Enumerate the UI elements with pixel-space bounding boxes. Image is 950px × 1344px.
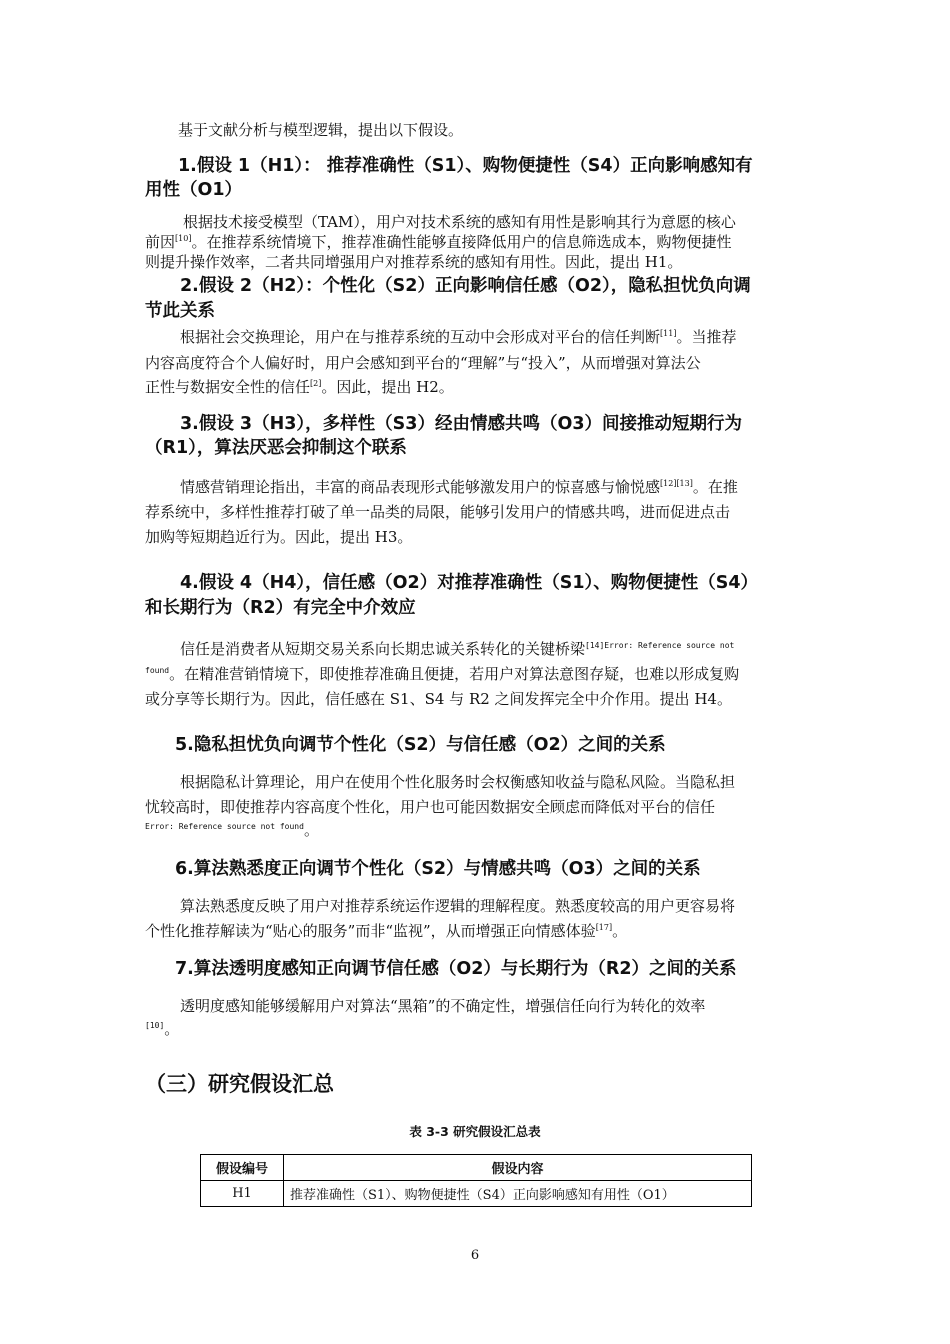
h7-paragraph-line: [10]。: [145, 1020, 180, 1038]
hypothesis-6-heading: 6.算法熟悉度正向调节个性化（S2）与情感共鸣（O3）之间的关系: [175, 859, 701, 879]
h5-paragraph-line: 根据隐私计算理论，用户在使用个性化服务时会权衡感知收益与隐私风险。当隐私担: [180, 773, 736, 791]
h1-paragraph-line: 前因[10]。在推荐系统情境下，推荐准确性能够直接降低用户的信息筛选成本，购物便捷性: [145, 233, 732, 251]
hypothesis-2-heading-cont: 节此关系: [145, 301, 215, 321]
h3-paragraph-line: 荐系统中，多样性推荐打破了单一品类的局限，能够引发用户的情感共鸣，进而促进点击: [145, 503, 731, 521]
h6-paragraph-line: 算法熟悉度反映了用户对推荐系统运作逻辑的理解程度。熟悉度较高的用户更容易将: [180, 897, 736, 915]
hypothesis-4-heading: 4.假设 4（H4），信任感（O2）对推荐准确性（S1）、购物便捷性（S4）: [180, 573, 759, 593]
citation: [10]: [145, 1021, 165, 1030]
table-header-row: [201, 1155, 752, 1181]
h2-paragraph-line: 根据社会交换理论，用户在与推荐系统的互动中会形成对平台的信任判断[11]。当推荐: [180, 328, 737, 346]
h3-paragraph-line: 加购等短期趋近行为。因此，提出 H3。: [145, 528, 413, 546]
citation: [10]: [175, 234, 192, 243]
hypothesis-1-heading: 1.假设 1（H1）： 推荐准确性（S1）、购物便捷性（S4）正向影响感知有: [178, 156, 753, 176]
hypothesis-7-heading: 7.算法透明度感知正向调节信任感（O2）与长期行为（R2）之间的关系: [175, 959, 737, 979]
table-caption: 表 3-3 研究假设汇总表: [409, 1124, 541, 1139]
h7-paragraph-line: 透明度感知能够缓解用户对算法“黑箱”的不确定性，增强信任向行为转化的效率: [180, 997, 706, 1015]
h4-paragraph-line: 或分享等长期行为。因此，信任感在 S1、S4 与 R2 之间发挥完全中介作用。提出 H4。: [145, 690, 732, 708]
h1-paragraph-line: 根据技术接受模型（TAM），用户对技术系统的感知有用性是影响其行为意愿的核心: [183, 213, 736, 231]
h1-paragraph-line: 则提升操作效率，二者共同增强用户对推荐系统的感知有用性。因此，提出 H1。: [145, 253, 683, 271]
h5-paragraph-line: 忧较高时，即使推荐内容高度个性化，用户也可能因数据安全顾虑而降低对平台的信任: [145, 798, 716, 816]
table-cell-content: 推荐准确性（S1）、购物便捷性（S4）正向影响感知有用性（O1）: [284, 1181, 752, 1207]
h4-paragraph-line: 信任是消费者从短期交易关系向长期忠诚关系转化的关键桥梁$^{[14]Error: Reference source not}$: [180, 640, 735, 658]
hypothesis-1-heading-cont: 用性（O1）: [145, 180, 243, 200]
hypothesis-summary-table: [200, 1154, 752, 1207]
table-row: [201, 1181, 752, 1207]
citation: found: [145, 666, 170, 675]
section-title: （三）研究假设汇总: [145, 1072, 334, 1096]
citation: [2]: [310, 379, 322, 388]
table-cell-id: H1: [201, 1181, 284, 1207]
h2-paragraph-line: 正性与数据安全性的信任[2]。因此，提出 H2。: [145, 378, 454, 396]
intro-paragraph: 基于文献分析与模型逻辑，提出以下假设。: [178, 121, 464, 139]
hypothesis-3-heading: 3.假设 3（H3），多样性（S3）经由情感共鸣（O3）间接推动短期行为: [180, 414, 742, 434]
h6-paragraph-line: 个性化推荐解读为“贴心的服务”而非“监视”，从而增强正向情感体验[17]。: [145, 922, 628, 940]
hypothesis-5-heading: 5.隐私担忧负向调节个性化（S2）与信任感（O2）之间的关系: [175, 735, 666, 755]
citation: [17]: [595, 923, 613, 932]
citation: [12][13]: [660, 479, 693, 488]
citation: [14]Error: Reference source not: [585, 641, 735, 650]
column-header-content: 假设内容: [284, 1155, 752, 1181]
page-number: 6: [470, 1248, 480, 1263]
hypothesis-3-heading-cont: （R1），算法厌恶会抑制这个联系: [145, 438, 407, 458]
citation: [11]: [660, 329, 677, 338]
h4-paragraph-line: $^{found}$。在精准营销情境下，即使推荐准确且便捷，若用户对算法意图存疑，也难以形成复购: [145, 665, 740, 683]
hypothesis-4-heading-cont: 和长期行为（R2）有完全中介效应: [145, 598, 416, 618]
citation: Error: Reference source not found: [145, 822, 304, 831]
h5-paragraph-line: $^{Error: Reference source not found}$。: [145, 821, 319, 839]
hypothesis-2-heading: 2.假设 2（H2）：个性化（S2）正向影响信任感（O2），隐私担忧负向调: [180, 276, 751, 296]
h3-paragraph-line: 情感营销理论指出，丰富的商品表现形式能够激发用户的惊喜感与愉悦感[12][13]。在推: [180, 478, 738, 496]
h2-paragraph-line: 内容高度符合个人偏好时，用户会感知到平台的“理解”与“投入”，从而增强对算法公: [145, 354, 701, 372]
column-header-id: 假设编号: [201, 1155, 284, 1181]
